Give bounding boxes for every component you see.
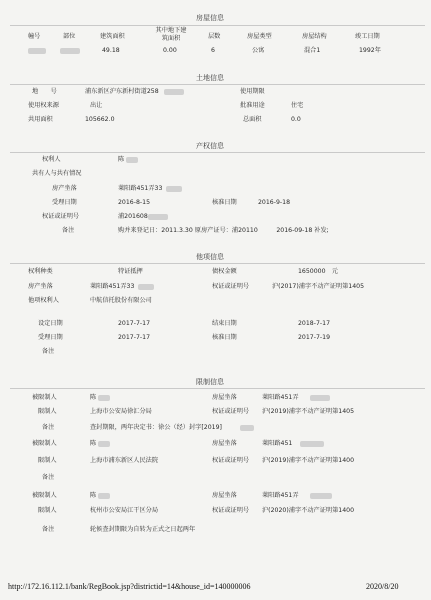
value-right-kind: 特证抵押: [118, 268, 143, 275]
value-restricted-person: 陈: [90, 394, 97, 401]
header-underground-area: 其中地下建筑面积: [155, 27, 187, 42]
header-floor-area: 建筑面积: [100, 33, 125, 40]
redacted-block: [138, 284, 154, 290]
label-restrictor: 限制人: [38, 408, 57, 415]
header-completion-date: 竣工日期: [355, 33, 380, 40]
label-term: 使用期限: [240, 88, 265, 95]
value-owner: 陈: [118, 156, 125, 163]
value-house-type: 公寓: [252, 47, 265, 54]
value-underground-area: 0.00: [163, 47, 177, 54]
value-total-area: 0.0: [291, 116, 301, 123]
value-restricted-person: 陈: [90, 440, 97, 447]
value-note: 购并来登记日：2011.3.30 原房产证号：浦20110 2016-09-18 补发;: [118, 227, 329, 234]
value-cert-no: 沪(2017)浦字不动产证明第1405: [272, 283, 365, 290]
redacted-block: [310, 493, 332, 499]
label-note: 备注: [42, 474, 55, 481]
value-restrictor: 杭州市公安局江干区分局: [90, 507, 159, 514]
label-co-owner: 共有人与共有情况: [32, 170, 82, 177]
label-cert-no: 权证或证明号: [212, 457, 250, 464]
redacted-block: [310, 395, 330, 401]
value-use-source: 出让: [90, 102, 103, 109]
value-restrictor: 上海市浦东新区人民法院: [90, 457, 159, 464]
divider: [10, 25, 425, 26]
redacted-block: [148, 214, 168, 220]
header-position: 部位: [63, 33, 76, 40]
print-url: http://172.16.112.1/bank/RegBook.jsp?districtid=14&house_id=140000006: [8, 582, 251, 591]
value-property-location: 莱阳路451弄33: [90, 283, 135, 290]
label-note: 备注: [42, 348, 55, 355]
value-structure: 混合1: [304, 47, 321, 54]
header-house-type: 房屋类型: [247, 33, 272, 40]
label-use-source: 使用权来源: [28, 102, 59, 109]
label-restrictor: 限制人: [38, 507, 57, 514]
redacted-block: [98, 395, 110, 401]
label-cert-no: 权证或证明号: [212, 408, 250, 415]
divider: [10, 152, 425, 153]
value-end-date: 2018-7-17: [298, 320, 331, 327]
section-title-other-rights: 他项信息: [196, 253, 224, 261]
label-note: 备注: [62, 227, 75, 234]
value-receive-date: 2017-7-17: [118, 334, 151, 341]
label-owner: 权利人: [42, 156, 61, 163]
label-house-location: 房屋坐落: [212, 394, 237, 401]
value-approve-date: 2017-7-19: [298, 334, 331, 341]
value-house-location: 莱阳路451: [262, 440, 293, 447]
value-claim-amount: 1650000 元: [298, 268, 338, 275]
value-cert-no: 浦201608: [118, 213, 148, 220]
redacted-block: [98, 493, 110, 499]
value-note: 轮候查封期限为自转为正式之日起两年: [90, 526, 196, 533]
section-title-ownership: 产权信息: [196, 142, 224, 150]
label-land-no: 地 号: [32, 88, 57, 95]
label-claim-amount: 债权金额: [212, 268, 237, 275]
label-receive-date: 受理日期: [52, 199, 77, 206]
label-note: 备注: [42, 526, 55, 533]
label-restricted-person: 被限制人: [32, 492, 57, 499]
redacted-block: [240, 425, 254, 431]
value-cert-no: 沪(2020)浦字不动产证明第1400: [262, 507, 355, 514]
value-receive-date: 2016-8-15: [118, 199, 151, 206]
header-building-no: 幢号: [28, 33, 41, 40]
divider: [10, 388, 425, 389]
section-title-land: 土地信息: [196, 74, 224, 82]
value-floors: 6: [211, 47, 215, 54]
label-receive-date: 受理日期: [38, 334, 63, 341]
label-house-location: 房屋坐落: [212, 440, 237, 447]
redacted-block: [60, 48, 80, 54]
redacted-block: [98, 441, 110, 447]
redacted-block: [300, 441, 324, 447]
value-floor-area: 49.18: [102, 47, 120, 54]
label-note: 备注: [42, 424, 55, 431]
label-cert-no: 权证或证明号: [212, 283, 250, 290]
label-property-location: 房产坐落: [52, 185, 77, 192]
value-shared-area: 105662.0: [85, 116, 115, 123]
label-approve-date: 核准日期: [212, 334, 237, 341]
value-house-location: 莱阳路451弄: [262, 394, 299, 401]
section-title-restrictions: 限制信息: [196, 378, 224, 386]
value-set-date: 2017-7-17: [118, 320, 151, 327]
label-restricted-person: 被限制人: [32, 440, 57, 447]
label-set-date: 设定日期: [38, 320, 63, 327]
value-restricted-person: 陈: [90, 492, 97, 499]
label-approved-use: 批准用途: [240, 102, 265, 109]
label-cert-no: 权证或证明号: [212, 507, 250, 514]
label-right-holder: 他项权利人: [28, 297, 59, 304]
label-property-location: 房产坐落: [28, 283, 53, 290]
label-restrictor: 限制人: [38, 457, 57, 464]
redacted-block: [126, 157, 138, 163]
label-right-kind: 权利种类: [28, 268, 53, 275]
value-land-no: 浦东新区沪东新村街道258: [85, 88, 159, 95]
label-end-date: 结束日期: [212, 320, 237, 327]
label-shared-area: 共用面积: [28, 116, 53, 123]
value-approved-use: 住宅: [291, 102, 304, 109]
header-structure: 房屋结构: [302, 33, 327, 40]
header-floors: 层数: [208, 33, 221, 40]
redacted-block: [164, 89, 184, 95]
redacted-block: [28, 48, 46, 54]
divider: [10, 84, 425, 85]
value-cert-no: 沪(2019)浦字不动产证明第1400: [262, 457, 355, 464]
value-property-location: 莱阳路451弄33: [118, 185, 163, 192]
value-approve-date: 2016-9-18: [258, 199, 291, 206]
label-approve-date: 核准日期: [212, 199, 237, 206]
label-total-area: 总面积: [243, 116, 262, 123]
value-restrictor: 上海市公安局徐汇分局: [90, 408, 152, 415]
value-right-holder: 中航信托股份有限公司: [90, 297, 152, 304]
print-date: 2020/8/20: [366, 582, 399, 591]
divider: [10, 263, 425, 264]
section-title-house: 房屋信息: [196, 14, 224, 22]
value-house-location: 莱阳路451弄: [262, 492, 299, 499]
label-house-location: 房屋坐落: [212, 492, 237, 499]
label-restricted-person: 被限制人: [32, 394, 57, 401]
redacted-block: [166, 186, 182, 192]
value-cert-no: 沪(2019)浦字不动产证明第1405: [262, 408, 355, 415]
value-completion-date: 1992年: [359, 47, 381, 54]
value-note: 查封期限，两年决定书：徐公（经）封字[2019]: [90, 424, 222, 431]
label-cert-no: 权证或证明号: [42, 213, 80, 220]
